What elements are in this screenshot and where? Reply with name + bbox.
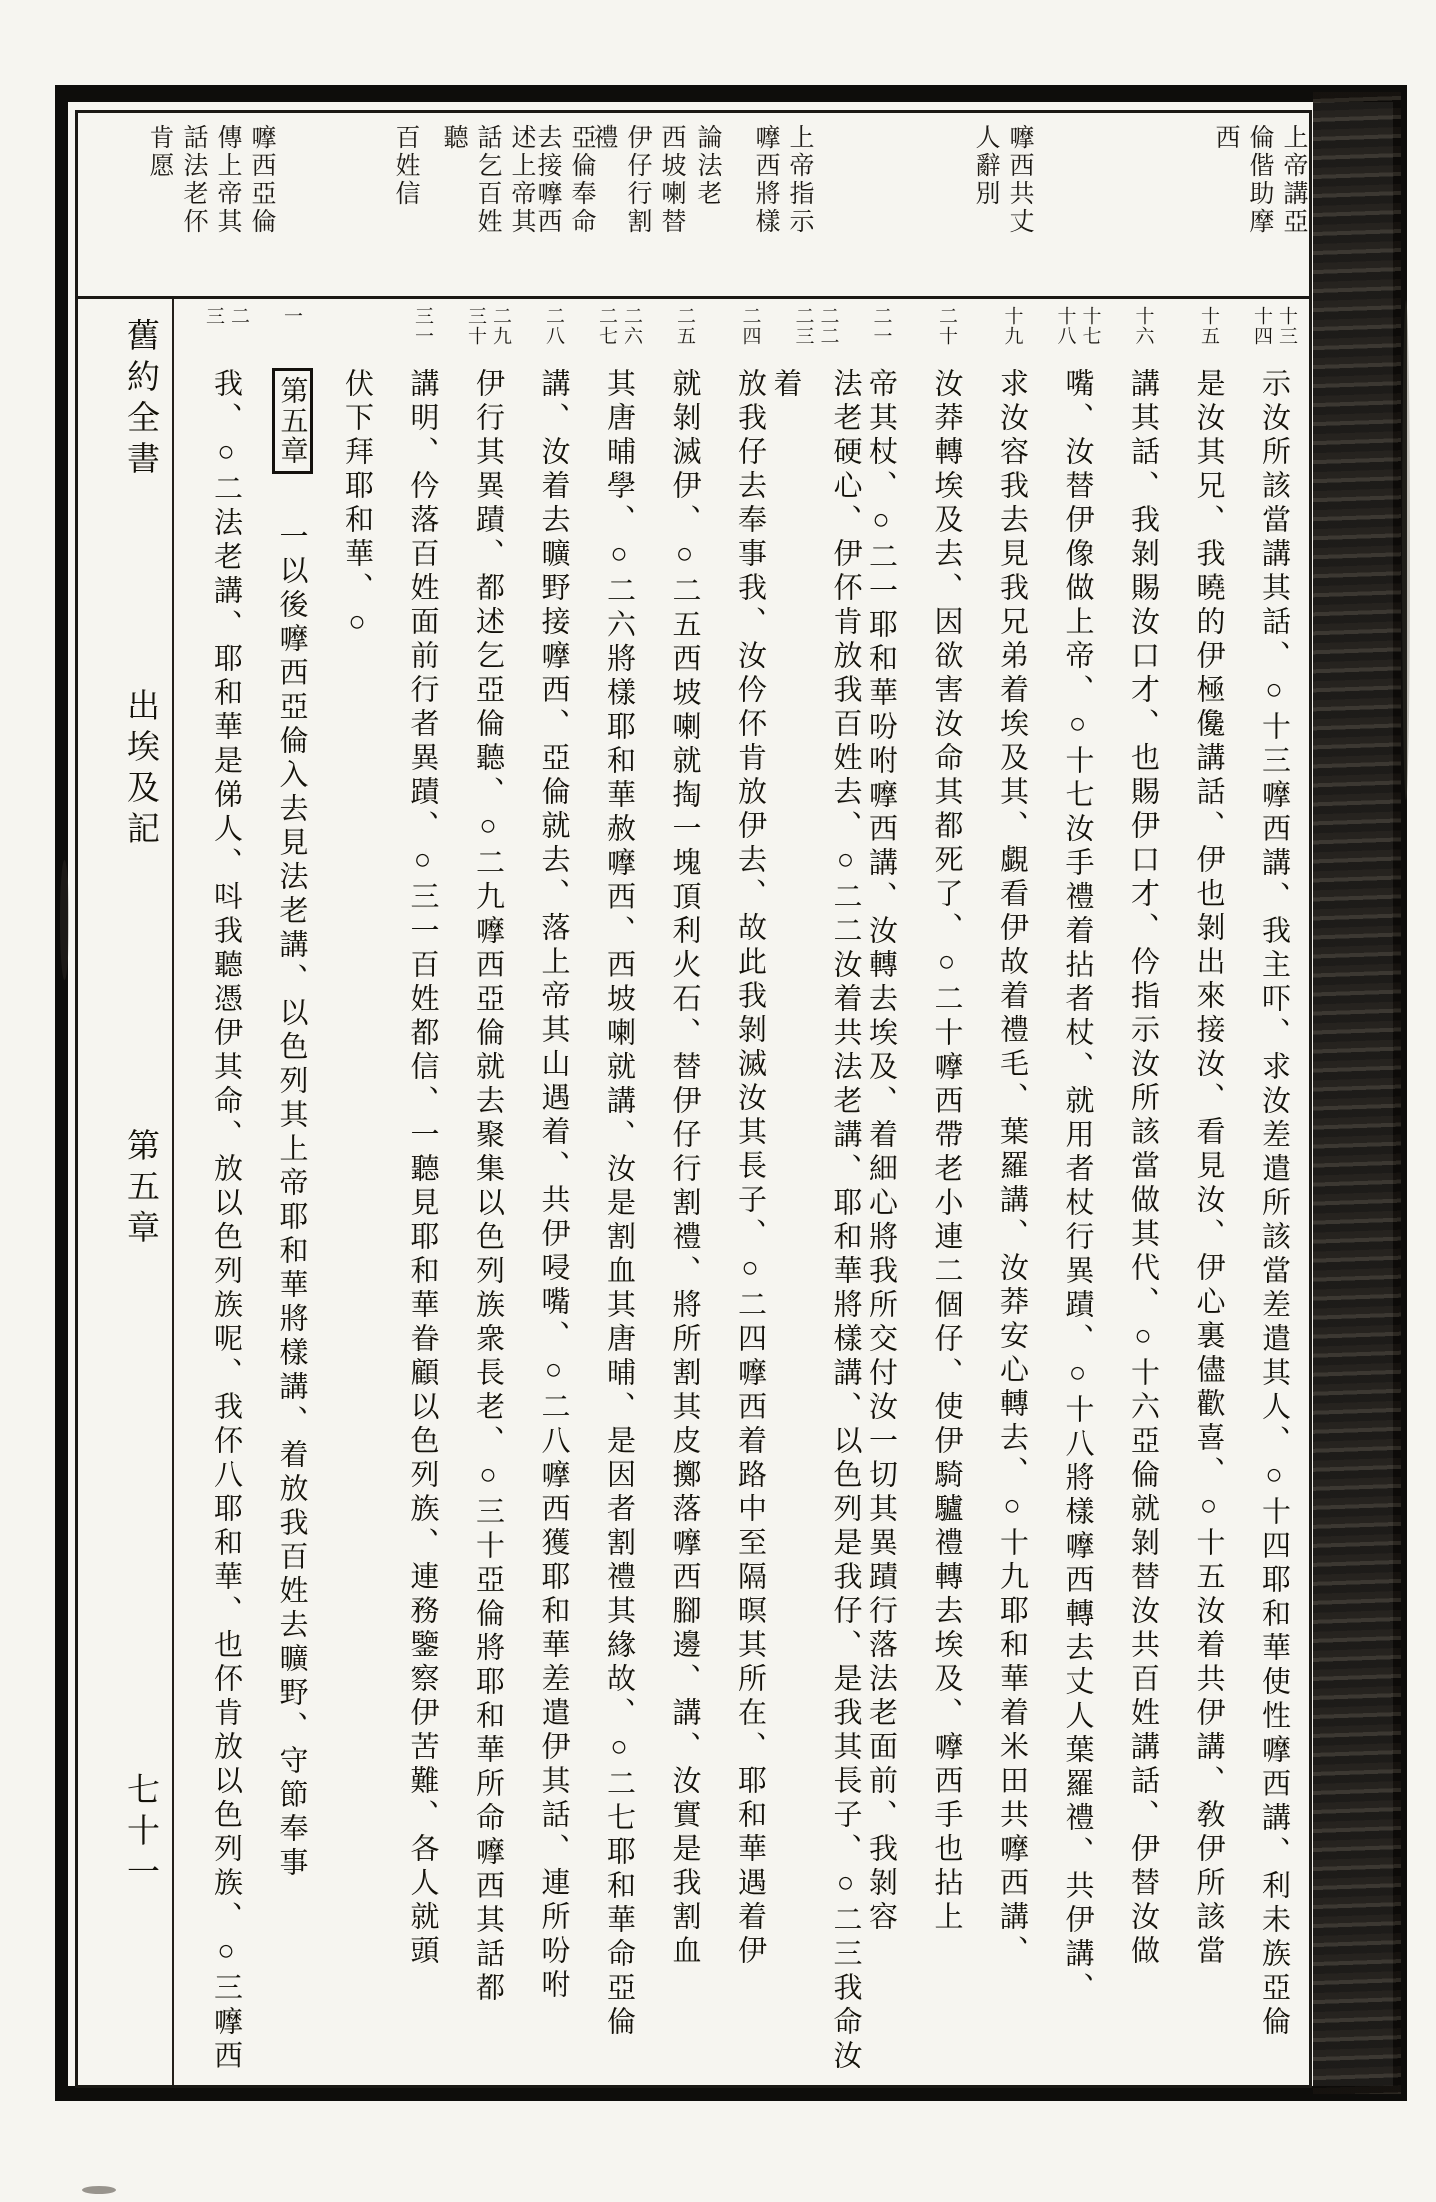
verse-number: 二七 (596, 306, 617, 346)
column-text: 是汝其兄、我曉的伊極儳講話、伊也剝出來接汝、看見汝、伊心裏儘歡喜、○十五汝着共伊講、敎伊所該當 (1192, 368, 1225, 1969)
margin-note-line: 話乞百姓 (474, 124, 501, 236)
verse-number: 二三 (792, 306, 814, 346)
margin-note-line: 肯愿 (146, 124, 173, 180)
margin-note (1208, 124, 1310, 294)
body-text-area (196, 306, 1304, 2084)
margin-note-line: 亞倫奉命 (568, 124, 595, 236)
title-column-divider (172, 299, 174, 2085)
column-text: 其唐晡學、○二六將樣耶和華赦嚤西、西坡喇就講、汝是割血其唐晡、是因者割禮其緣故、○二七耶和華命亞倫 (603, 368, 635, 2040)
margin-note-line: 傳上帝其 (214, 124, 241, 236)
margin-note-line: 西坡喇替 (658, 124, 685, 236)
text-column (524, 306, 584, 2084)
chapter-label: 第五章 (122, 1128, 158, 1251)
verse-number: 二十 (936, 306, 957, 346)
verse-number: 十七 (1079, 306, 1101, 346)
chapter-heading-box: 第五章 (272, 368, 313, 474)
column-text: 示汝所該當講其話、○十三嚤西講、我主吓、求汝差遣所該當差遣其人、○十四耶和華使性嚤西講、利未族亞倫 (1258, 368, 1290, 2040)
text-column (589, 306, 649, 2084)
column-text: 伊行其異蹟、都述乞亞倫聽、○二九嚤西亞倫就去聚集以色列族衆長老、○三十亞倫將耶和華所命嚤西其話都 (472, 368, 504, 2006)
verse-number: 二六 (621, 306, 642, 346)
text-column (851, 306, 911, 2084)
margin-note-line: 上帝指示 (786, 124, 813, 236)
verse-number: 二八 (543, 306, 564, 346)
verse-number-row (412, 306, 433, 368)
margin-note-line: 嚤西共丈 (1006, 124, 1033, 236)
verse-number-row (1133, 306, 1154, 368)
column-text-run: 一以後嚤西亞倫入去見法老講、以色列其上帝耶和華將樣講、着放我百姓去曠野、守節奉事 (275, 521, 308, 1881)
verse-number: 二五 (674, 306, 695, 346)
column-text: 講明、仱落百姓面前行者異蹟、○三一百姓都信、一聽見耶和華眷顧以色列族、連務鑒察伊苦難、各人就頭 (406, 368, 439, 1969)
verse-number-row (936, 306, 957, 368)
verse-number: 二 (228, 306, 249, 326)
margin-note-line: 嚤西將樣 (752, 124, 779, 236)
verse-number-row (871, 306, 892, 368)
verse-number: 十六 (1132, 306, 1154, 346)
verse-number-row (281, 306, 302, 368)
verse-number: 二一 (870, 306, 892, 346)
column-text: 就剝滅伊、○二五西坡喇就掏一塊頂利火石、替伊仔行割禮、將所割其皮擲落嚤西腳邊、講、汝實是我割血 (668, 368, 701, 1969)
column-text: 我、○二法老講、耶和華是俤人、呌我聽憑伊其命、放以色列族呢、我伓八耶和華、也伓肯放以色列族、○三嚤西 (210, 368, 242, 2074)
ink-smudge (60, 860, 69, 980)
margin-note (142, 124, 278, 294)
column-text: 放我仔去奉事我、汝仱伓肯放伊去、故此我剝滅汝其長子、○二四嚤西着路中至隔暝其所在、耶和華遇着伊 (734, 368, 766, 1969)
column-text: 求汝容我去見我兄弟着埃及其、覷看伊故着禮毛、葉羅講、汝莽安心轉去、○十九耶和華着米田共嚤西講、 (996, 368, 1028, 1969)
verse-number-row (1002, 306, 1023, 368)
margin-note-line: 人辭別 (972, 124, 999, 208)
verse-number: 十三 (1276, 306, 1297, 346)
margin-note-line: 嚤西亞倫 (248, 124, 275, 236)
margin-note-line: 倫偕助摩 (1246, 124, 1273, 236)
margin-note-line: 話法老伓 (180, 124, 207, 236)
column-text (262, 368, 322, 2084)
margin-note-line: 禮 (590, 124, 617, 152)
verse-number: 二四 (739, 306, 761, 346)
text-column (1179, 306, 1239, 2084)
text-column (1244, 306, 1304, 2084)
verse-number-row (543, 306, 564, 368)
ink-smudge (82, 2186, 116, 2194)
text-column (982, 306, 1042, 2084)
margin-note-line: 論法老 (694, 124, 721, 208)
margin-note-line: 述上帝其 (508, 124, 535, 236)
verse-number: 十四 (1251, 306, 1272, 346)
margin-note-line: 聽 (440, 124, 467, 152)
verse-number: 一 (281, 306, 302, 326)
column-text: 講、汝着去曠野接嚤西、亞倫就去、落上帝其山遇着、共伊唚嘴、○二八嚤西獲耶和華差遣伊其話、連所吩咐 (537, 368, 570, 2003)
margin-note (586, 124, 688, 294)
verse-number: 二二 (817, 306, 839, 346)
margin-note (530, 124, 598, 294)
column-text: 講其話、我剝賜汝口才、也賜伊口才、仱指示汝所該當做其代、○十六亞倫就剝替汝共百姓講話、伊替汝做 (1127, 368, 1159, 1969)
margin-note (690, 124, 724, 294)
text-column (262, 306, 322, 2084)
verse-number: 三 (203, 306, 224, 326)
verse-number: 十八 (1054, 306, 1076, 346)
column-text: 帝其杖、○二一耶和華吩咐嚤西講、汝轉去埃及、着細心將我所交付汝一切其異蹟行落法老面前、我剝容 (865, 368, 897, 1935)
verse-number-row (740, 306, 761, 368)
verse-number-row (674, 306, 695, 368)
verse-number: 十九 (1001, 306, 1023, 346)
text-column (196, 306, 256, 2084)
margin-note (388, 124, 422, 294)
margin-note-line: 百姓信 (392, 124, 419, 208)
verse-number-row (1055, 306, 1101, 368)
column-text: 嘴、汝替伊像做上帝、○十七汝手禮着拈者杖、就用者杖行異蹟、○十八將樣嚤西轉去丈人葉羅禮、共伊講、 (1061, 368, 1094, 2006)
ink-smudge (1402, 300, 1410, 800)
page-number: 七十一 (122, 1772, 158, 1895)
column-text: 汝莽轉埃及去、因欲害汝命其都死了、○二十嚤西帶老小連二個仔、使伊騎驢禮轉去埃及、嚤西手也拈上 (930, 368, 963, 1935)
verse-number-row (465, 306, 511, 368)
text-column (393, 306, 453, 2084)
column-text: 法老硬心、伊伓肯放我百姓去、○二二汝着共法老講、耶和華將樣講、以色列是我仔、是我其長子、○二三我命汝着 (769, 368, 862, 2074)
column-text: 伏下拜耶和華、○ (341, 368, 373, 643)
margin-note-line: 去接嚤西 (534, 124, 561, 236)
verse-number-row (793, 306, 839, 368)
text-column (1048, 306, 1108, 2084)
margin-note (968, 124, 1036, 294)
header-divider-line (78, 296, 1310, 299)
margin-note-line: 上帝講亞 (1280, 124, 1307, 236)
verse-number-row (596, 306, 642, 368)
margin-note (436, 124, 538, 294)
margin-note-line: 西 (1212, 124, 1239, 152)
publication-title: 舊約全書 (122, 318, 158, 482)
verse-number: 三一 (412, 306, 433, 346)
verse-number: 三十 (465, 306, 486, 346)
text-column (1113, 306, 1173, 2084)
book-title: 出埃及記 (122, 688, 158, 852)
verse-number-row (1251, 306, 1297, 368)
verse-number-row (1198, 306, 1219, 368)
text-column (655, 306, 715, 2084)
margin-note (748, 124, 816, 294)
margin-note-line: 伊仔行割 (624, 124, 651, 236)
text-column (917, 306, 977, 2084)
verse-number: 十五 (1198, 306, 1219, 346)
binding-gutter-shadow (1313, 92, 1401, 2094)
verse-number: 二九 (490, 306, 511, 346)
verse-number-row (203, 306, 249, 368)
text-column (769, 306, 862, 2084)
text-column (458, 306, 518, 2084)
text-column (327, 306, 387, 2084)
